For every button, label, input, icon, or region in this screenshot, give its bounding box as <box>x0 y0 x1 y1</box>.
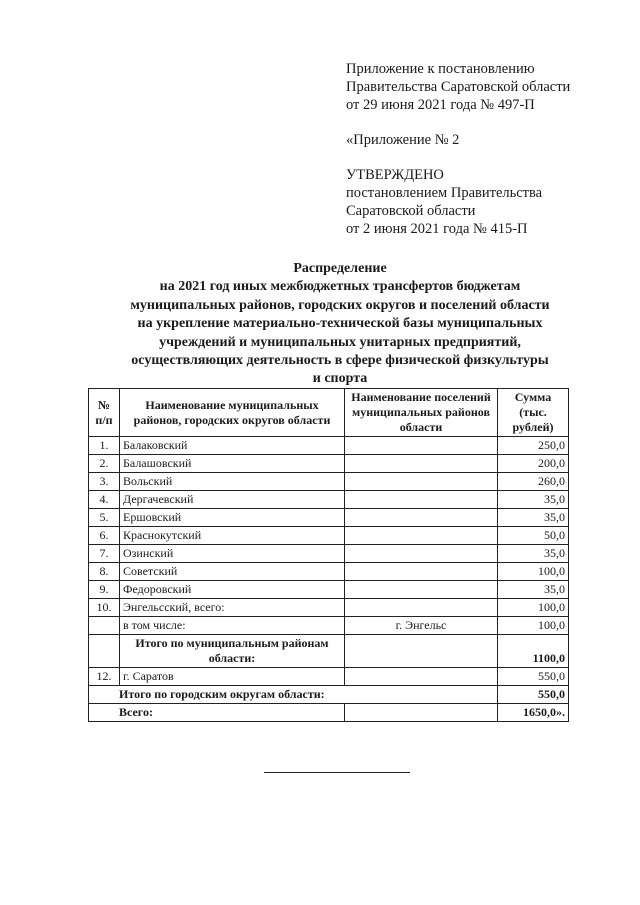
row-settlement <box>345 545 498 563</box>
row-sum: 260,0 <box>498 473 569 491</box>
row-number: 7. <box>89 545 120 563</box>
document-heading <box>90 260 590 389</box>
row-district: Ершовский <box>120 509 345 527</box>
header-settlement: Наименование поселений муниципальных районов области <box>345 389 498 437</box>
table-row <box>89 563 569 581</box>
row-number: 2. <box>89 455 120 473</box>
row-number: 4. <box>89 491 120 509</box>
row-settlement <box>345 437 498 455</box>
row-district: Балаковский <box>120 437 345 455</box>
table-row <box>89 473 569 491</box>
table-header-row <box>89 389 569 437</box>
table-row <box>89 599 569 617</box>
row-district: Вольский <box>120 473 345 491</box>
approved-line: постановлением Правительства <box>346 185 543 201</box>
appendix-number: «Приложение № 2 <box>346 132 460 148</box>
row-sum: 35,0 <box>498 581 569 599</box>
table-row <box>89 668 569 686</box>
header-number: № п/п <box>89 389 120 437</box>
heading-line: муниципальных районов, городских округов и поселений области <box>130 297 550 313</box>
row-settlement <box>345 563 498 581</box>
table-row <box>89 527 569 545</box>
row-sum: 35,0 <box>498 491 569 509</box>
row-sum: 100,0 <box>498 617 569 635</box>
header-sum: Сумма (тыс. рублей) <box>498 389 569 437</box>
row-settlement <box>345 668 498 686</box>
row-number: 3. <box>89 473 120 491</box>
heading-line: учреждений и муниципальных унитарных предприятий, <box>159 334 521 350</box>
row-settlement <box>345 527 498 545</box>
row-sum: 550,0 <box>498 668 569 686</box>
total-urban-sum: 550,0 <box>498 686 569 704</box>
table-row <box>89 581 569 599</box>
total-all-row <box>89 704 569 722</box>
row-district: Балашовский <box>120 455 345 473</box>
row-settlement: г. Энгельс <box>345 617 498 635</box>
appendix-line: Правительства Саратовской области <box>346 79 571 95</box>
row-district: Озинский <box>120 545 345 563</box>
approved-line: от 2 июня 2021 года № 415-П <box>346 221 528 237</box>
heading-line: осуществляющих деятельность в сфере физической физкультуры <box>131 353 549 369</box>
row-number: 5. <box>89 509 120 527</box>
row-settlement <box>345 509 498 527</box>
row-district: в том числе: <box>120 617 345 635</box>
total-municipal-row <box>89 635 569 668</box>
table-row <box>89 617 569 635</box>
row-settlement <box>345 473 498 491</box>
heading-title: Распределение <box>293 261 387 276</box>
approved-label: УТВЕРЖДЕНО <box>346 167 444 183</box>
row-sum: 100,0 <box>498 563 569 581</box>
header-district: Наименование муниципальных районов, городских округов области <box>120 389 345 437</box>
row-sum: 35,0 <box>498 545 569 563</box>
row-district: Федоровский <box>120 581 345 599</box>
row-district: Энгельсский, всего: <box>120 599 345 617</box>
table-row <box>89 455 569 473</box>
appendix-line: Приложение к постановлению <box>346 61 535 77</box>
row-district: Краснокутский <box>120 527 345 545</box>
row-number: 12. <box>89 668 120 686</box>
appendix-line: от 29 июня 2021 года № 497-П <box>346 97 535 113</box>
row-settlement <box>345 491 498 509</box>
total-all-label: Всего: <box>89 704 345 722</box>
row-number: 8. <box>89 563 120 581</box>
total-urban-row <box>89 686 569 704</box>
heading-line: на 2021 год иных межбюджетных трансфертов бюджетам <box>159 279 521 295</box>
table-row <box>89 491 569 509</box>
row-district: Советский <box>120 563 345 581</box>
heading-line: на укрепление материально-технической базы муниципальных <box>137 316 543 332</box>
row-settlement <box>345 599 498 617</box>
row-number: 9. <box>89 581 120 599</box>
row-settlement <box>345 581 498 599</box>
approved-line: Саратовской области <box>346 203 476 219</box>
table-row <box>89 437 569 455</box>
row-sum: 200,0 <box>498 455 569 473</box>
row-number: 1. <box>89 437 120 455</box>
row-number <box>89 617 120 635</box>
row-sum: 50,0 <box>498 527 569 545</box>
table-row <box>89 545 569 563</box>
row-sum: 250,0 <box>498 437 569 455</box>
closing-divider <box>264 772 410 773</box>
total-all-sum: 1650,0». <box>498 704 569 722</box>
row-district: г. Саратов <box>120 668 345 686</box>
row-number: 10. <box>89 599 120 617</box>
total-municipal-label: Итого по муниципальным районам области: <box>120 635 345 668</box>
appendix-block <box>346 60 626 238</box>
row-district: Дергачевский <box>120 491 345 509</box>
total-urban-label: Итого по городским округам области: <box>89 686 498 704</box>
row-sum: 100,0 <box>498 599 569 617</box>
row-sum: 35,0 <box>498 509 569 527</box>
heading-line: и спорта <box>312 371 368 387</box>
total-municipal-sum: 1100,0 <box>498 635 569 668</box>
table-row <box>89 509 569 527</box>
row-settlement <box>345 455 498 473</box>
row-number: 6. <box>89 527 120 545</box>
distribution-table <box>88 388 569 722</box>
